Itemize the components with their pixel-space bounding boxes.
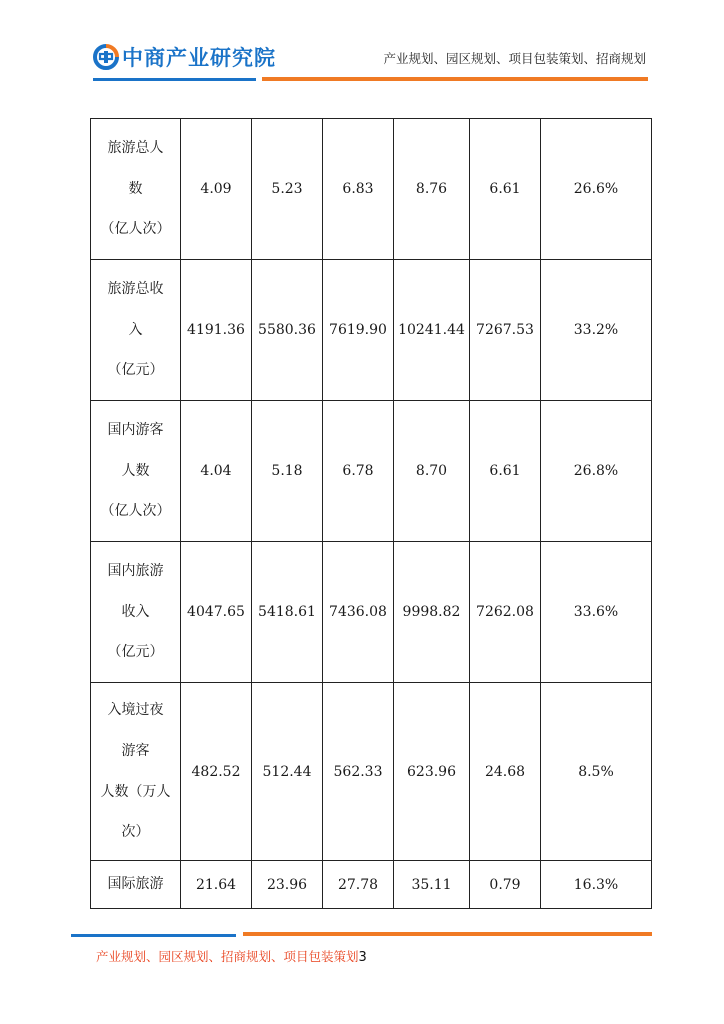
- value-cell: 482.52: [181, 683, 252, 861]
- value-cell: 5418.61: [252, 542, 323, 683]
- table-row: [91, 260, 652, 401]
- value-cell: 6.61: [470, 401, 541, 542]
- value-cell: 9998.82: [394, 542, 470, 683]
- row-label: [91, 260, 181, 401]
- row-label-line: （亿元）: [107, 644, 164, 661]
- growth-cell: 16.3%: [541, 861, 652, 909]
- brand-logo-icon: [93, 44, 119, 70]
- value-cell: 10241.44: [394, 260, 470, 401]
- footer-services: 产业规划、园区规划、招商规划、项目包装策划: [96, 949, 359, 964]
- value-cell: 7436.08: [323, 542, 394, 683]
- value-cell: 5.23: [252, 119, 323, 260]
- page-footer: [0, 925, 724, 985]
- header-rule-orange: [262, 77, 648, 81]
- row-label-line: 入: [128, 321, 143, 338]
- row-label-line: 国际旅游: [107, 876, 164, 893]
- row-label: [91, 119, 181, 260]
- value-cell: 5580.36: [252, 260, 323, 401]
- row-label-line: 数: [128, 180, 143, 197]
- table-body: [91, 119, 652, 909]
- value-cell: 6.83: [323, 119, 394, 260]
- value-cell: 7267.53: [470, 260, 541, 401]
- value-cell: 23.96: [252, 861, 323, 909]
- row-label: [91, 401, 181, 542]
- value-cell: 6.61: [470, 119, 541, 260]
- footer-rule-blue: [71, 934, 236, 937]
- value-cell: 6.78: [323, 401, 394, 542]
- footer-text: [96, 947, 367, 965]
- row-label-line: 人数（万人: [100, 783, 171, 800]
- value-cell: 4191.36: [181, 260, 252, 401]
- value-cell: 623.96: [394, 683, 470, 861]
- header-rule-blue: [93, 78, 256, 81]
- row-label-line: 游客: [121, 742, 150, 759]
- row-label-line: 次）: [121, 824, 150, 841]
- table-row: [91, 401, 652, 542]
- row-label: [91, 861, 181, 909]
- row-label: [91, 542, 181, 683]
- growth-cell: 8.5%: [541, 683, 652, 861]
- row-label-line: 国内旅游: [107, 562, 164, 579]
- row-label-line: 收入: [121, 603, 150, 620]
- value-cell: 8.70: [394, 401, 470, 542]
- value-cell: 5.18: [252, 401, 323, 542]
- page-number: 3: [358, 950, 367, 965]
- value-cell: 7262.08: [470, 542, 541, 683]
- row-label-line: 国内游客: [107, 421, 164, 438]
- tourism-statistics-table: [90, 118, 652, 909]
- value-cell: 35.11: [394, 861, 470, 909]
- page-header: [0, 0, 724, 90]
- header-tagline: 产业规划、园区规划、项目包装策划、招商规划: [383, 51, 646, 66]
- tourism-table-wrapper: [90, 118, 652, 909]
- footer-rule-orange: [243, 932, 652, 936]
- growth-cell: 26.6%: [541, 119, 652, 260]
- row-label-line: （亿元）: [107, 362, 164, 379]
- row-label-line: （亿人次）: [100, 221, 171, 238]
- growth-cell: 26.8%: [541, 401, 652, 542]
- table-row: [91, 119, 652, 260]
- row-label-line: 旅游总收: [107, 280, 164, 297]
- growth-cell: 33.6%: [541, 542, 652, 683]
- row-label: [91, 683, 181, 861]
- row-label-line: 入境过夜: [107, 701, 164, 718]
- growth-cell: 33.2%: [541, 260, 652, 401]
- value-cell: 562.33: [323, 683, 394, 861]
- value-cell: 8.76: [394, 119, 470, 260]
- row-label-line: （亿人次）: [100, 503, 171, 520]
- value-cell: 21.64: [181, 861, 252, 909]
- value-cell: 27.78: [323, 861, 394, 909]
- value-cell: 24.68: [470, 683, 541, 861]
- table-row: [91, 542, 652, 683]
- row-label-line: 人数: [121, 462, 150, 479]
- row-label-line: 旅游总人: [107, 139, 164, 156]
- value-cell: 0.79: [470, 861, 541, 909]
- value-cell: 7619.90: [323, 260, 394, 401]
- table-row: [91, 861, 652, 909]
- value-cell: 4.04: [181, 401, 252, 542]
- brand-logo: [93, 42, 276, 72]
- brand-name: 中商产业研究院: [122, 46, 276, 70]
- table-row: [91, 683, 652, 861]
- value-cell: 4047.65: [181, 542, 252, 683]
- value-cell: 512.44: [252, 683, 323, 861]
- value-cell: 4.09: [181, 119, 252, 260]
